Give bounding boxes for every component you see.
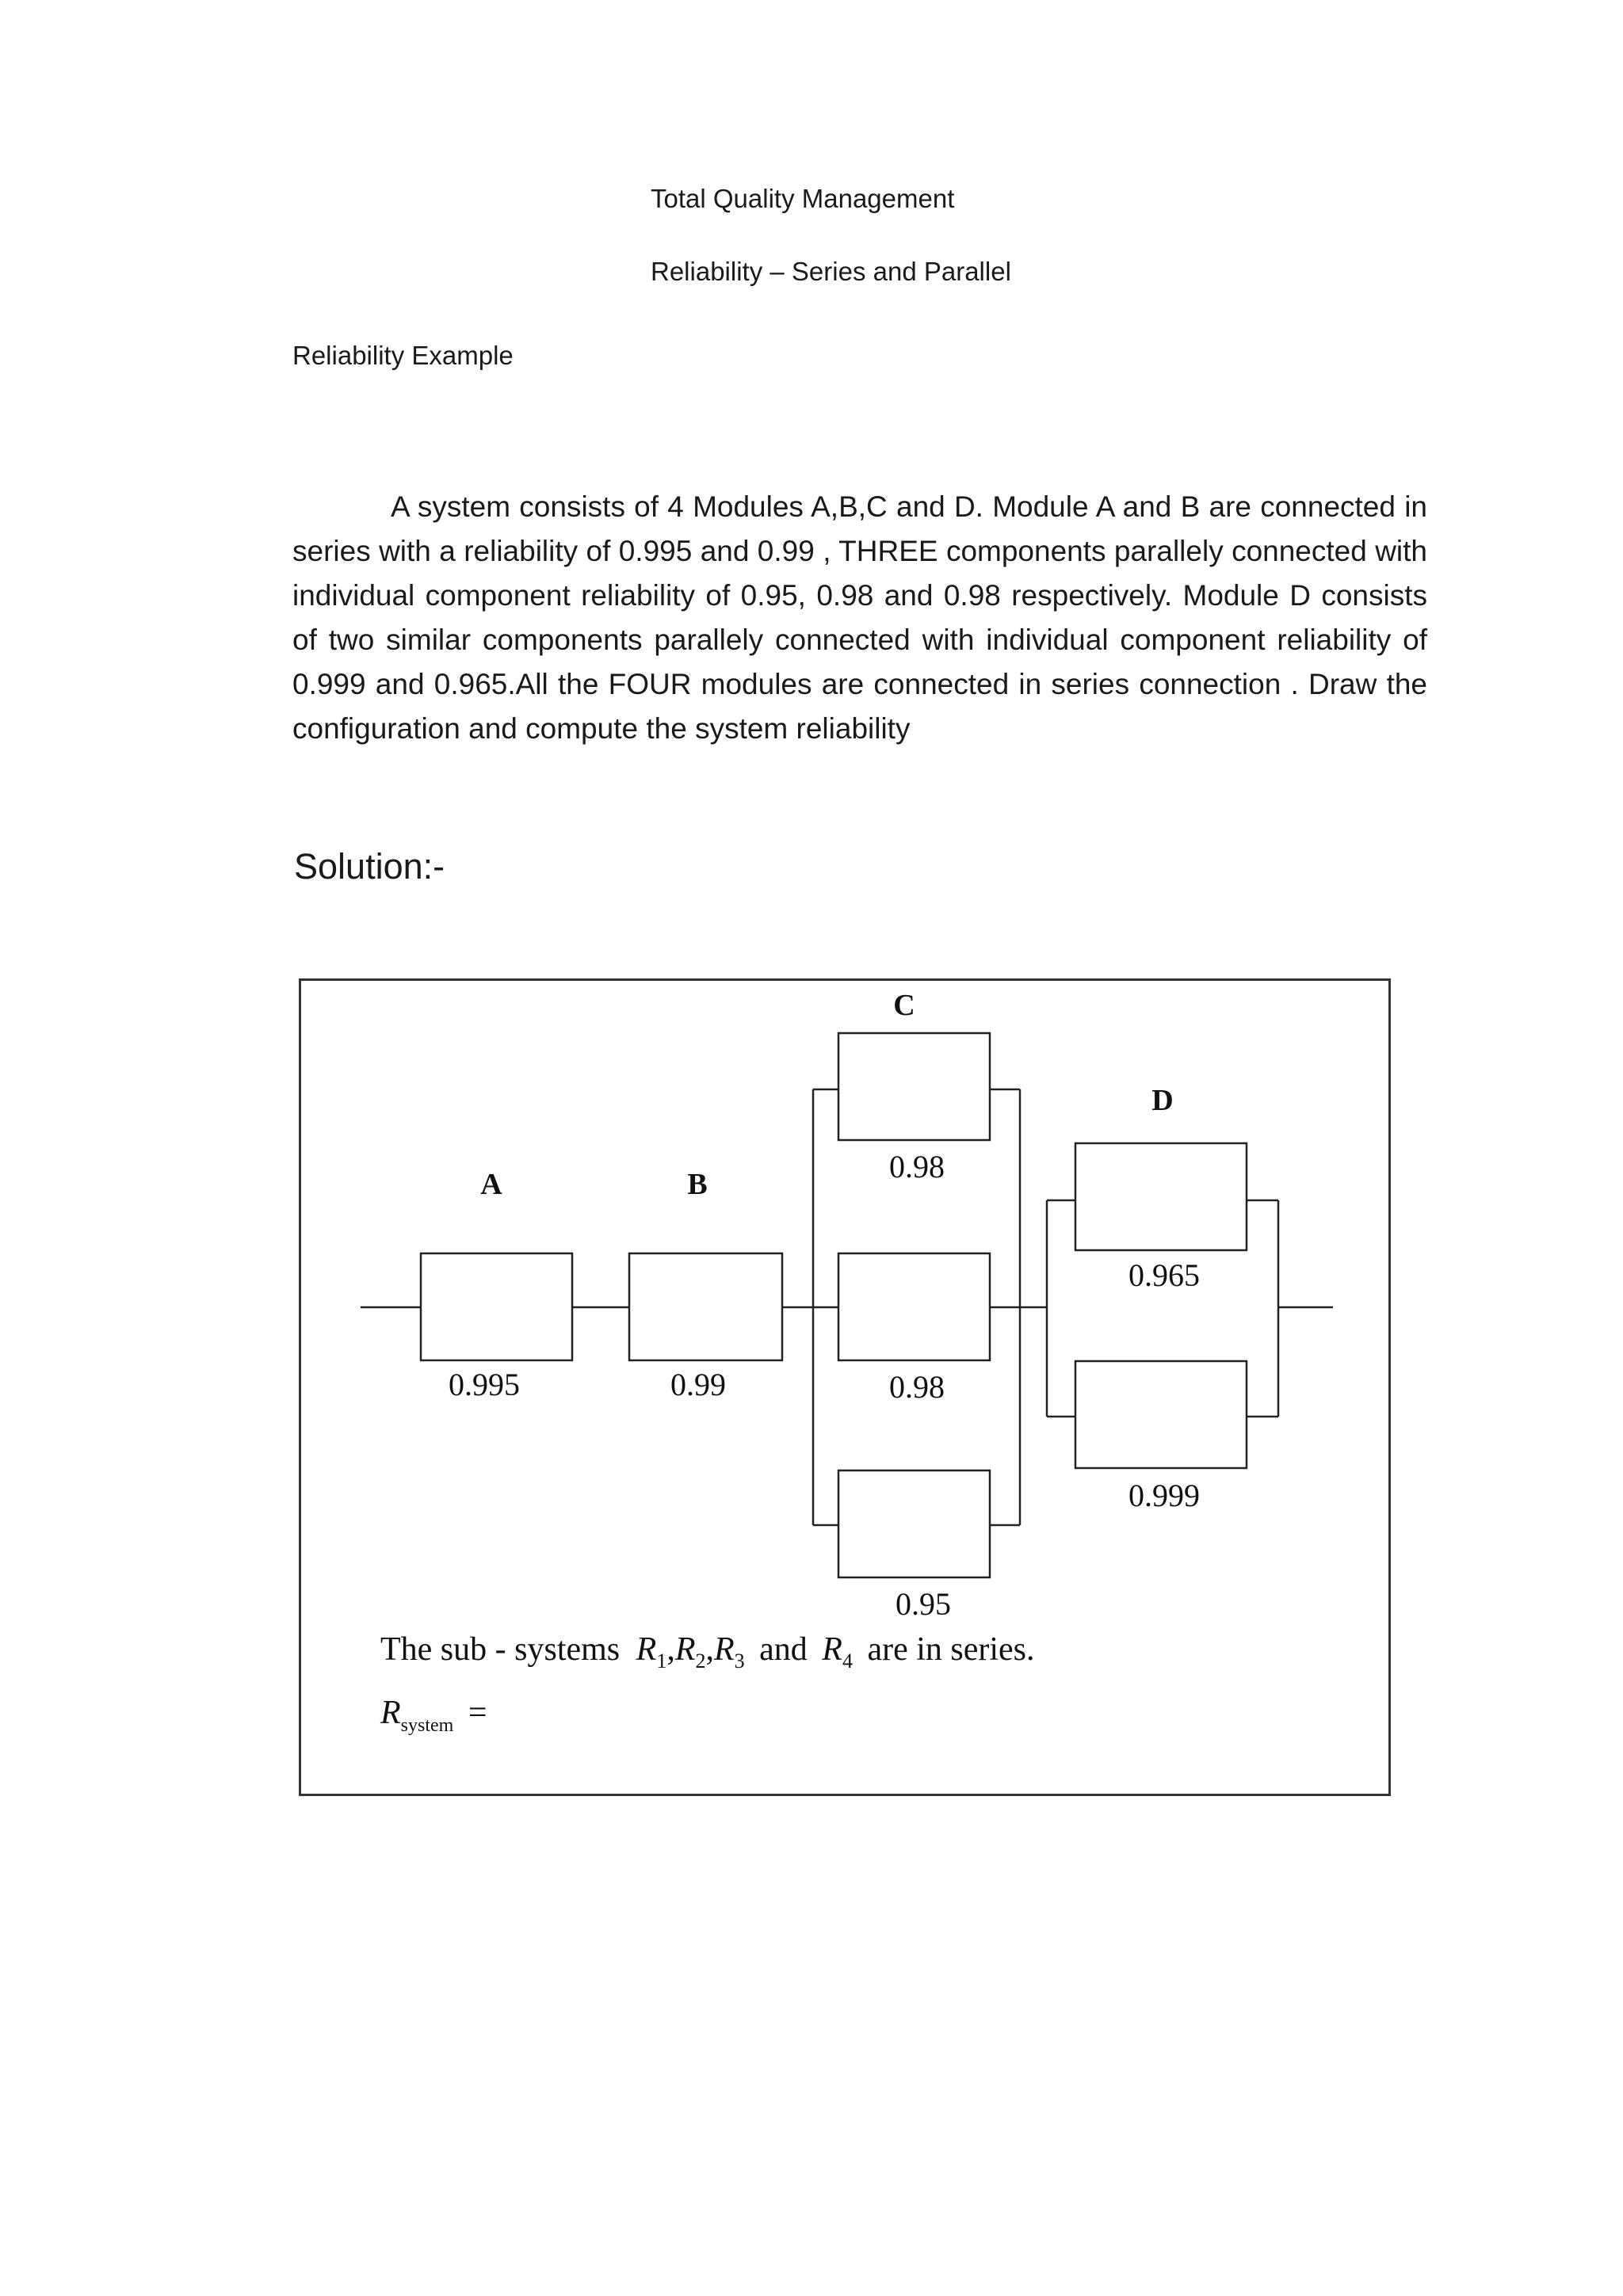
module-c-reliability-1: 0.98 xyxy=(889,1149,945,1184)
module-b-label: B xyxy=(687,1168,708,1201)
module-c-label: C xyxy=(893,989,915,1022)
module-a-label: A xyxy=(480,1168,502,1201)
module-c-box-3 xyxy=(838,1470,990,1577)
module-a-reliability: 0.995 xyxy=(449,1367,520,1402)
series-note: The sub - systems $R_1,R_2,R_3$ and $R_4$ are in series. xyxy=(380,1631,1035,1672)
document-title: Total Quality Management xyxy=(651,184,955,213)
system-reliability-equation: $R_{system}$ = xyxy=(380,1695,487,1736)
module-d-reliability-1: 0.965 xyxy=(1128,1257,1200,1293)
module-d-box-1 xyxy=(1075,1143,1247,1250)
document-subtitle: Reliability – Series and Parallel xyxy=(651,257,1011,286)
module-d-reliability-2: 0.999 xyxy=(1128,1478,1200,1513)
module-c-reliability-3: 0.95 xyxy=(896,1586,951,1622)
problem-statement: A system consists of 4 Modules A,B,C and D. Module A and B are connected in series with a reliability of 0.995 and 0.99 , THREE components parallely connected with individual component reliability of 0.95, 0.98 and 0.98 respectively. Module D consists of two similar components parallely connected with individual component reliability of 0.999 and 0.965.All the FOUR modules are connected in series connection . Draw the configuration and compute the system reliability xyxy=(292,490,1427,745)
solution-heading: Solution:- xyxy=(294,846,445,887)
module-b-reliability: 0.99 xyxy=(670,1367,726,1402)
module-c-box-2 xyxy=(838,1253,990,1360)
example-heading: Reliability Example xyxy=(292,341,514,370)
module-d-label: D xyxy=(1151,1084,1174,1117)
module-c-reliability-2: 0.98 xyxy=(889,1369,945,1405)
reliability-block-diagram xyxy=(299,978,1391,1796)
module-c-box-1 xyxy=(838,1033,990,1140)
module-a-box xyxy=(421,1253,572,1360)
module-b-box xyxy=(629,1253,782,1360)
module-d-box-2 xyxy=(1075,1361,1247,1468)
